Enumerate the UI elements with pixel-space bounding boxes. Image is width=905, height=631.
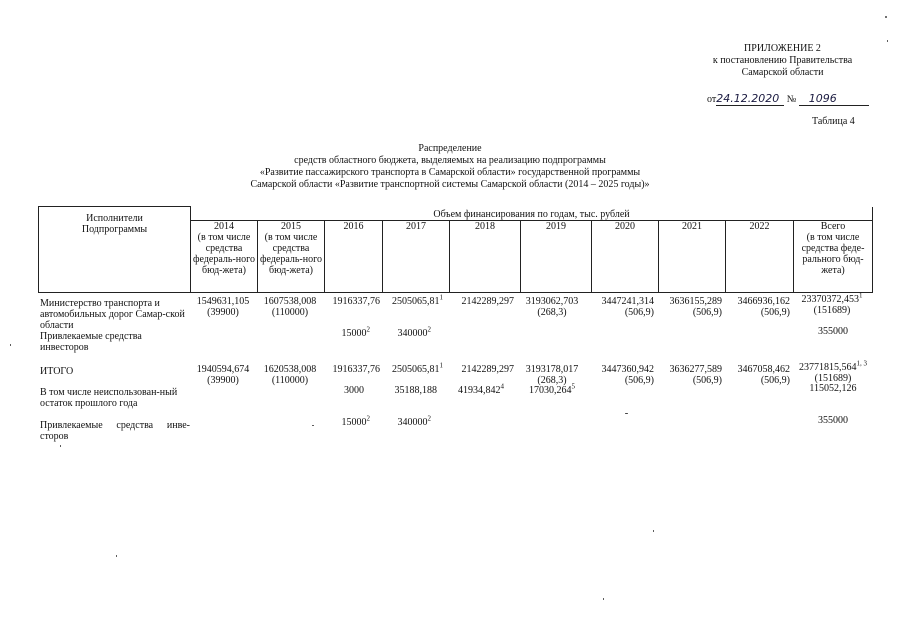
ministry-2021-value: 3636155,289: [669, 296, 722, 307]
investors1-2017: [381, 325, 431, 339]
itogo-2022-federal: (506,9): [760, 375, 790, 386]
col-total-note: (в том числе средства феде-рального бюд-жета): [801, 231, 865, 276]
itogo-2014: [190, 364, 256, 386]
subprograms-label: Подпрограммы: [81, 224, 148, 235]
col-2022: [726, 220, 794, 292]
itogo-label: ИТОГО: [40, 366, 74, 377]
ministry-2019-value: 3193062,703: [525, 296, 579, 307]
col-2014-year: 2014: [214, 220, 234, 232]
col-2017: [383, 220, 450, 292]
itogo-2022-value: 3467058,462: [737, 364, 790, 375]
decree-date: 24.12.2020: [716, 92, 784, 106]
itogo-2021-value: 3636277,589: [669, 364, 722, 375]
appendix-line2: к постановлению Правительства: [712, 55, 853, 66]
remainder-2018-footnote: 4: [500, 382, 504, 391]
ministry-total-footnote: 1: [859, 291, 863, 300]
title-line2: средств областного бюджета, выделяемых на реализацию подпрограммы: [294, 155, 606, 166]
col-2022-year: 2022: [749, 220, 770, 232]
investors2-2017: [381, 414, 431, 428]
document-title: [190, 143, 710, 191]
remainder-2019-value: 17030,264: [529, 385, 572, 396]
ministry-2017: [381, 293, 443, 307]
investors2-label: Привлекаемые средства инве-сторов: [40, 420, 190, 442]
scan-speck: [312, 425, 314, 426]
ministry-2022: [722, 296, 790, 318]
col-2021-year: 2021: [682, 220, 702, 232]
col-total-label: Всего: [820, 220, 846, 232]
itogo-2015-federal: (110000): [271, 375, 309, 386]
itogo-2022: [722, 364, 790, 386]
title-line4: Самарской области «Развитие транспортной системы Самарской области (2014 – 2025 годы)»: [250, 179, 650, 190]
itogo-2017: [381, 361, 443, 375]
investors2-2016-footnote: 2: [366, 414, 370, 423]
col-2019: [521, 220, 592, 292]
ministry-2014-value: 1549631,105: [196, 296, 250, 307]
ministry-2021-federal: (506,9): [692, 307, 722, 318]
ministry-2018: 2142289,297: [461, 296, 514, 307]
investors1-2016-value: 15000: [341, 328, 367, 339]
col-2015-year: 2015: [281, 220, 301, 232]
investors1-2017-footnote: 2: [427, 325, 431, 334]
ministry-2014: [190, 296, 256, 318]
scan-speck: [653, 530, 654, 532]
ministry-2017-value: 2505065,81: [392, 296, 440, 307]
investors2-2016: [324, 414, 370, 428]
title-line1: Распределение: [418, 143, 482, 154]
ministry-2019-federal: (268,3): [537, 307, 567, 318]
ministry-total: [792, 291, 872, 316]
col-2014-note: (в том числе средства федераль-ного бюд-жета): [193, 231, 255, 276]
scan-speck: [603, 598, 604, 600]
investors1-2017-value: 340000: [397, 328, 428, 339]
itogo-2018: 2142289,297: [461, 364, 514, 375]
itogo-total-value: 23771815,564: [799, 362, 857, 373]
itogo-2017-footnote: 1: [439, 361, 443, 370]
col-2019-year: 2019: [546, 220, 566, 232]
itogo-2020: [590, 364, 654, 386]
col-2020: [592, 220, 659, 292]
scan-speck: [116, 555, 117, 557]
itogo-2014-federal: (39900): [207, 375, 239, 386]
investors1-total: 355000: [818, 326, 848, 337]
col-2016: [325, 220, 383, 292]
col-2017-year: 2017: [406, 220, 426, 232]
scan-speck: [10, 344, 11, 346]
itogo-total-footnote: 1, 3: [856, 359, 867, 368]
ministry-2020-federal: (506,9): [624, 307, 654, 318]
itogo-total: [792, 359, 874, 384]
appendix-line3: Самарской области: [741, 67, 824, 78]
investors2-2016-value: 15000: [341, 417, 367, 428]
itogo-2021-federal: (506,9): [692, 375, 722, 386]
itogo-2020-federal: (506,9): [624, 375, 654, 386]
scan-speck: [885, 16, 887, 18]
number-prefix: №: [786, 94, 797, 105]
itogo-2014-value: 1940594,674: [196, 364, 250, 375]
remainder-2019-footnote: 5: [571, 382, 575, 391]
remainder-label: В том числе неиспользован-ный остаток прошлого года: [40, 387, 178, 409]
remainder-2018-value: 41934,842: [458, 385, 501, 396]
title-line3: «Развитие пассажирского транспорта в Самарской области» государственной программы: [259, 167, 641, 178]
scan-speck: [60, 445, 61, 447]
itogo-2015-value: 1620538,008: [263, 364, 317, 375]
col-2016-year: 2016: [343, 220, 364, 232]
col-2014: [191, 220, 258, 292]
itogo-2017-value: 2505065,81: [392, 364, 440, 375]
financing-table-header: [38, 206, 873, 293]
remainder-total: 115052,126: [809, 383, 857, 394]
investors2-total: 355000: [818, 415, 848, 426]
investors1-2016: [324, 325, 370, 339]
appendix-header: [700, 43, 865, 79]
ministry-total-value: 23370372,453: [801, 294, 859, 305]
col-total: [794, 220, 873, 292]
investors2-2017-footnote: 2: [427, 414, 431, 423]
remainder-2019: [519, 382, 575, 396]
ministry-2022-federal: (506,9): [760, 307, 790, 318]
ministry-2015: [257, 296, 323, 318]
decree-number: 1096: [799, 92, 869, 106]
ministry-2019: [519, 296, 585, 318]
executors-label: Исполнители: [86, 213, 143, 224]
investors1-2016-footnote: 2: [366, 325, 370, 334]
col-2021: [659, 220, 726, 292]
ministry-2015-federal: (110000): [271, 307, 309, 318]
investors1-label: Привлекаемые средства инвесторов: [40, 331, 142, 353]
col-2015-note: (в том числе средства федераль-ного бюд-жета): [260, 231, 322, 276]
itogo-2019-federal: (268,3): [537, 375, 567, 386]
itogo-2015: [257, 364, 323, 386]
itogo-2019: [519, 364, 585, 386]
scan-speck: [887, 40, 888, 42]
remainder-2017: 35188,188: [394, 385, 437, 396]
volume-label: Объем финансирования по годам, тыс. рублей: [433, 208, 630, 220]
ministry-label: Министерство транспорта и автомобильных дорог Самар-ской области: [40, 298, 185, 331]
investors2-2017-value: 340000: [397, 417, 428, 428]
col-2020-year: 2020: [615, 220, 635, 232]
ministry-2015-value: 1607538,008: [263, 296, 317, 307]
remainder-2018: [448, 382, 504, 396]
scan-speck: [625, 413, 628, 414]
itogo-2020-value: 3447360,942: [601, 364, 654, 375]
table-label: Таблица 4: [812, 116, 855, 127]
ministry-2022-value: 3466936,162: [737, 296, 790, 307]
ministry-2021: [656, 296, 722, 318]
date-prefix: от: [707, 94, 717, 105]
itogo-2019-value: 3193178,017: [525, 364, 579, 375]
executors-header: [39, 207, 191, 293]
ministry-2020-value: 3447241,314: [601, 296, 654, 307]
itogo-2016: 1916337,76: [332, 364, 380, 375]
ministry-2016: 1916337,76: [332, 296, 380, 307]
appendix-title: ПРИЛОЖЕНИЕ 2: [744, 43, 821, 54]
remainder-2016: 3000: [344, 385, 364, 396]
col-2018: [450, 220, 521, 292]
itogo-total-federal: (151689): [814, 373, 852, 384]
col-2018-year: 2018: [475, 220, 495, 232]
itogo-2021: [656, 364, 722, 386]
decree-reference: [707, 92, 869, 106]
ministry-2014-federal: (39900): [207, 307, 239, 318]
ministry-2020: [590, 296, 654, 318]
ministry-total-federal: (151689): [813, 305, 851, 316]
col-2015: [258, 220, 325, 292]
volume-header: [191, 207, 873, 221]
ministry-2017-footnote: 1: [439, 293, 443, 302]
